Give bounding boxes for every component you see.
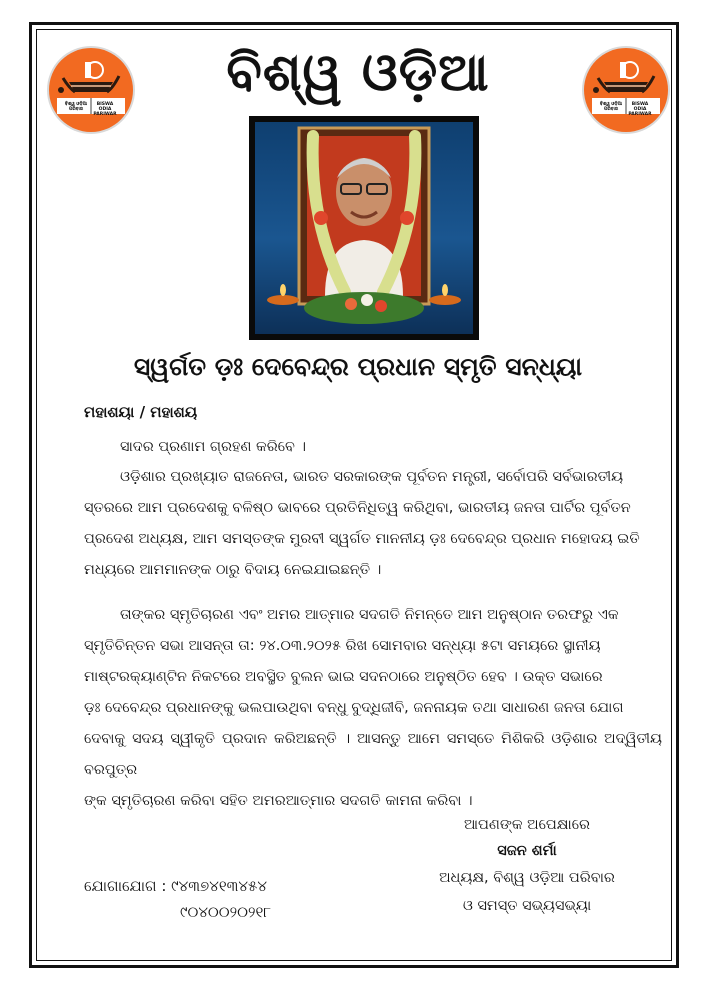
contact-phone-primary: ଯୋଗାଯୋଗ : ୯୪୩୭୪୧୩୪୫୪ [84,877,268,895]
salutation: ମହାଶୟା / ମହାଶୟ [84,403,198,421]
paragraph-event-details [84,600,662,817]
paragraph-line: ତାଙ୍କର ସ୍ମୃତିଚାରଣ ଏବଂ ଅମର ଆତ୍ମାର ସଦଗତି ନିମନ୍ତେ ଆମ ଅନୁଷ୍ଠାନ ତରଫରୁ ଏକ [120,607,619,623]
signature-members: ଓ ସମସ୍ତ ସଭ୍ୟସଭ୍ୟା [462,898,592,914]
signature-greeting: ଆପଣଙ୍କ ଅପେକ୍ଷାରେ [463,817,590,833]
paragraph-line: ପ୍ରଦେଶ ଅଧ୍ୟକ୍ଷ, ଆମ ସମସ୍ତଙ୍କ ମୁରବୀ ସ୍ୱର୍ଗତ ମାନନୀୟ ଡ଼ଃ ଦେବେନ୍ଦ୍ର ପ୍ରଧାନ ମହୋଦୟ ଇତି [84,531,640,547]
boat-emblem-icon [49,48,133,132]
paragraph-line: ଡ଼ଃ ଦେବେନ୍ଦ୍ର ପ୍ରଧାନଙ୍କୁ ଭଲପାଉଥିବା ବନ୍ଧୁ ବୁଦ୍ଧିଜୀବି, ଜନନାୟକ ତଥା ସାଧାରଣ ଜନତା ଯୋଗ [84,700,624,716]
paragraph-line: ଓଡ଼ିଶାର ପ୍ରଖ୍ୟାତ ରାଜନେତା, ଭାରତ ସରକାରଙ୍କ ପୂର୍ବତନ ମନ୍ତ୍ରୀ, ସର୍ବୋପରି ସର୍ବଭାରତୀୟ [120,469,624,485]
paragraph-obituary [84,462,662,586]
signature-name: ସଜନ ଶର୍ମା [497,843,557,859]
logo-english-text: BISWA ODIA PARIWAR [628,102,652,117]
memorial-portrait [249,116,479,340]
signature-designation: ଅଧ୍ୟକ୍ଷ, ବିଶ୍ୱ ଓଡ଼ିଆ ପରିବାର [439,870,615,886]
greeting-text: ସାଦର ପ୍ରଣାମ ଗ୍ରହଣ କରିବେ । [120,439,307,455]
memorial-event-title: ସ୍ୱର୍ଗତ ଡ଼ଃ ଦେବେନ୍ଦ୍ର ପ୍ରଧାନ ସ୍ମୃତି ସନ୍ଧ୍ୟା [133,352,583,381]
logo-odia-text: ବିଶ୍ୱ ଓଡ଼ିଆ ପରିବାର [64,102,88,112]
greeting [84,432,662,463]
biswa-odia-pariwar-logo-left [49,48,133,132]
biswa-odia-pariwar-logo-right [584,48,668,132]
portrait-image [255,122,473,334]
logo-english-text: BISWA ODIA PARIWAR [93,102,117,117]
organization-title: ବିଶ୍ୱ ଓଡ଼ିଆ [226,43,490,103]
paragraph-line: ମାଷ୍ଟରକ୍ୟାଣ୍ଟିନ ନିକଟରେ ଅବସ୍ଥିତ ବୁଲନ ଭାଇ ସଦନଠାରେ ଅନୁଷ୍ଠିତ ହେବ । ଉକ୍ତ ସଭାରେ [84,669,603,685]
contact-phone-secondary: ୯୦୪୦୦୨୦୨୧୮ [180,903,272,921]
garlanded-portrait-icon [255,122,473,334]
paragraph-line: ମଧ୍ୟରେ ଆମମାନଙ୍କ ଠାରୁ ବିଦାୟ ନେଇଯାଇଛନ୍ତି । [84,562,382,578]
paragraph-line: ସ୍ତରରେ ଆମ ପ୍ରଦେଶକୁ ବଳିଷ୍ଠ ଭାବରେ ପ୍ରତିନିଧିତ୍ୱ କରିଥିବା, ଭାରତୀୟ ଜନତା ପାର୍ଟିର ପୂର୍ବତନ [84,500,631,516]
logo-odia-text: ବିଶ୍ୱ ଓଡ଼ିଆ ପରିବାର [599,102,623,112]
paragraph-line: ସ୍ମୃତିଚିନ୍ତନ ସଭା ଆସନ୍ତା ତା: ୨୪.୦୩.୨୦୨୫ ରିଖ ସୋମବାର ସନ୍ଧ୍ୟା ୫ଟା ସମୟରେ ସ୍ଥାନୀୟ [84,638,601,654]
boat-emblem-icon [584,48,668,132]
paragraph-line: ଙ୍କ ସ୍ମୃତିଚାରଣ କରିବା ସହିତ ଅମରଆତ୍ମାର ସଦଗତି କାମନା କରିବା । [84,793,473,809]
paragraph-line: ଦେବାକୁ ସଦୟ ସ୍ୱୀକୃତି ପ୍ରଦାନ କରିଅଛନ୍ତି । ଆସନ୍ତୁ ଆମେ ସମସ୍ତେ ମିଶିକରି ଓଡ଼ିଶାର ଅଦ୍ୱିତୀୟ ବରପୁତ୍ର [84,731,662,778]
